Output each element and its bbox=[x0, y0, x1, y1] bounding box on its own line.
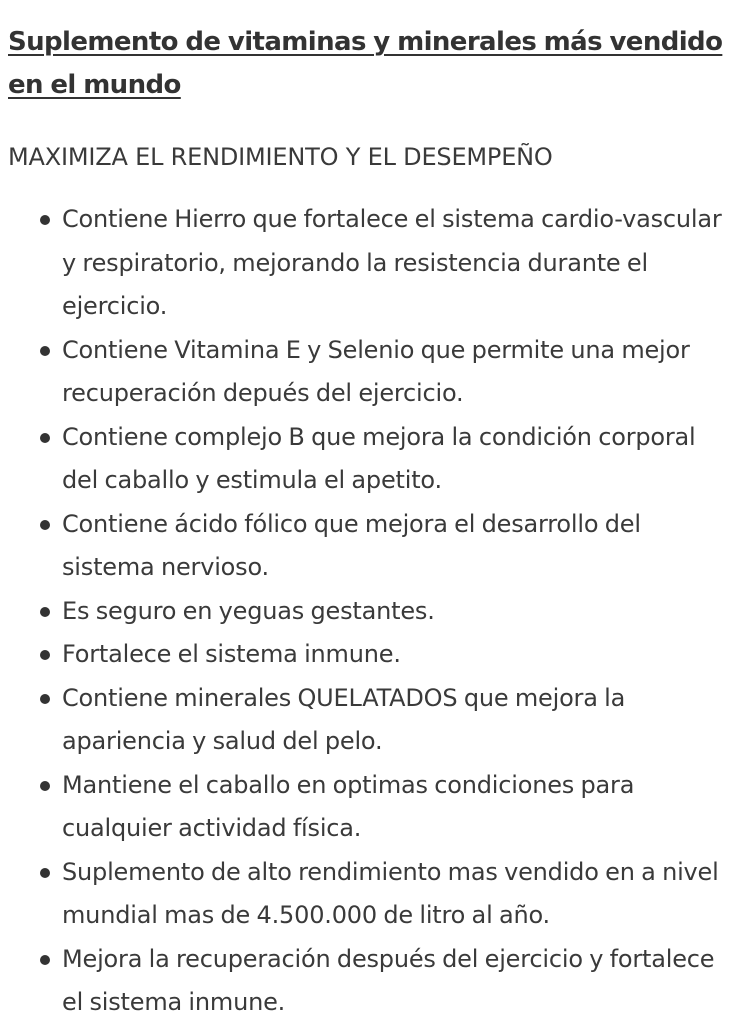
feature-item: Contiene Hierro que fortalece el sistema cardio-vascular y respiratorio, mejorando la resistencia durante el ejercicio. bbox=[62, 198, 731, 329]
feature-item: Suplemento de alto rendimiento mas vendido en a nivel mundial mas de 4.500.000 de litro al año. bbox=[62, 851, 731, 938]
feature-item: Contiene Vitamina E y Selenio que permite una mejor recuperación depués del ejercicio. bbox=[62, 329, 731, 416]
feature-item: Contiene minerales QUELATADOS que mejora la apariencia y salud del pelo. bbox=[62, 677, 731, 764]
product-title[interactable]: Suplemento de vitaminas y minerales más vendido en el mundo bbox=[8, 27, 723, 100]
feature-item: Mejora la recuperación después del ejercicio y fortalece el sistema inmune. bbox=[62, 938, 731, 1024]
feature-item: Contiene ácido fólico que mejora el desarrollo del sistema nervioso. bbox=[62, 503, 731, 590]
feature-item: Contiene complejo B que mejora la condición corporal del caballo y estimula el apetito. bbox=[62, 416, 731, 503]
feature-list bbox=[8, 198, 731, 1024]
product-subtitle: MAXIMIZA EL RENDIMIENTO Y EL DESEMPEÑO bbox=[8, 143, 553, 171]
feature-item: Es seguro en yeguas gestantes. bbox=[62, 590, 731, 634]
feature-item: Fortalece el sistema inmune. bbox=[62, 633, 731, 677]
feature-item: Mantiene el caballo en optimas condiciones para cualquier actividad física. bbox=[62, 764, 731, 851]
